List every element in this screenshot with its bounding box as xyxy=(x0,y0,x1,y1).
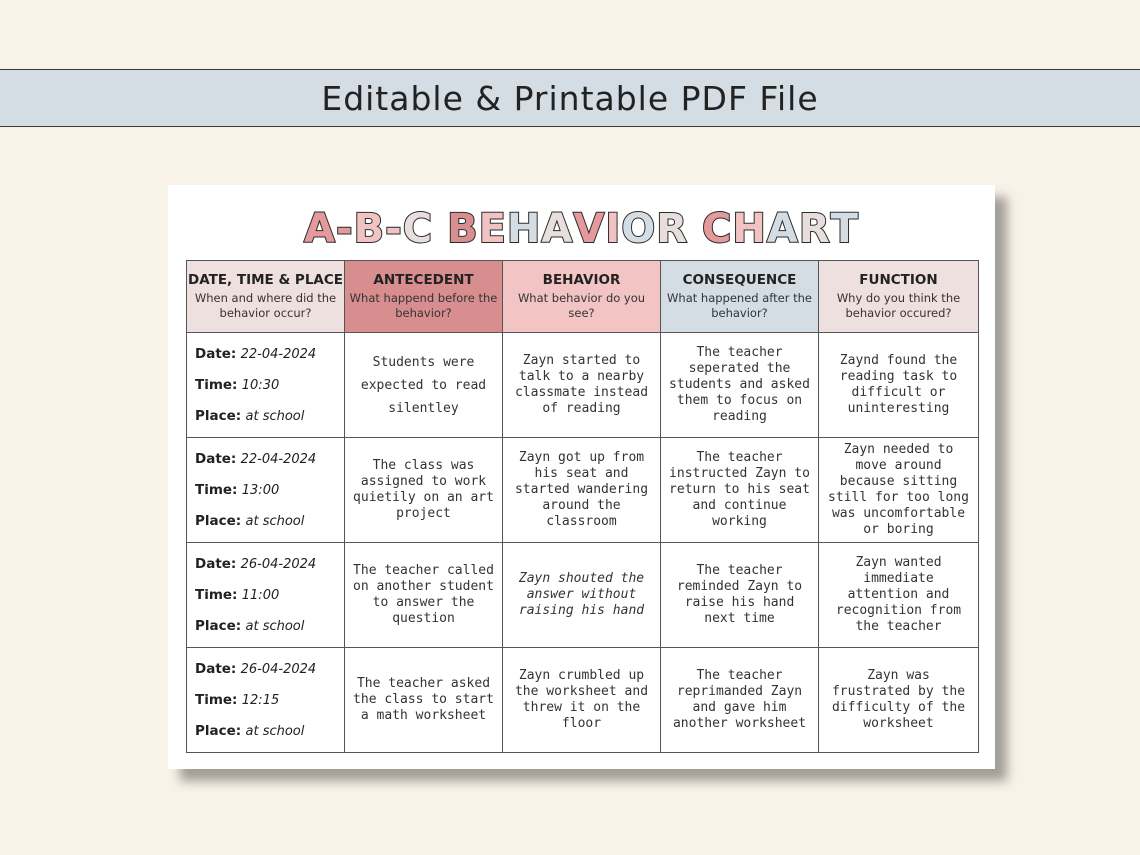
time-label: Time: xyxy=(195,691,238,708)
antecedent-cell xyxy=(345,543,503,648)
consequence-cell xyxy=(661,648,819,753)
antecedent-text: The class was assigned to work quietily on an art project xyxy=(353,458,494,521)
header-title: DATE, TIME & PLACE xyxy=(188,272,343,288)
date-line xyxy=(195,444,344,475)
behavior-text: Zayn started to talk to a nearby classmate instead of reading xyxy=(514,353,649,416)
behavior-text: Zayn shouted the answer without raising his hand xyxy=(518,571,645,618)
behavior-cell xyxy=(503,333,661,438)
antecedent-text: Students were expected to read silentley xyxy=(360,354,487,416)
consequence-text: The teacher reminded Zayn to raise his hand next time xyxy=(676,563,803,626)
antecedent-text: The teacher asked the class to start a math worksheet xyxy=(353,676,494,723)
header-antecedent xyxy=(345,261,503,333)
title-letter: A xyxy=(541,206,574,252)
time-value: 12:15 xyxy=(241,692,280,708)
behavior-text: Zayn got up from his seat and started wandering around the classroom xyxy=(514,450,649,529)
header-title: CONSEQUENCE xyxy=(682,272,797,288)
time-label: Time: xyxy=(195,586,238,603)
time-line xyxy=(195,580,344,611)
table-row xyxy=(187,438,979,543)
header-title: ANTECEDENT xyxy=(373,272,474,288)
date-label: Date: xyxy=(195,555,237,572)
place-line xyxy=(195,506,344,537)
date-label: Date: xyxy=(195,345,237,362)
title-letter: R xyxy=(798,206,831,252)
header-banner xyxy=(0,69,1140,127)
place-value: at school xyxy=(245,618,305,634)
title-letter: C xyxy=(402,206,434,252)
date-time-place-cell xyxy=(187,333,345,438)
function-text: Zayn needed to move around because sitting still for too long was uncomfortable or boring xyxy=(828,442,969,537)
header-subtitle: What behavior do you see? xyxy=(517,291,646,320)
consequence-text: The teacher reprimanded Zayn and gave him another worksheet xyxy=(672,668,807,731)
place-line xyxy=(195,401,344,432)
behavior-cell xyxy=(503,648,661,753)
title-letter: R xyxy=(656,206,689,252)
banner-title: Editable & Printable PDF File xyxy=(321,78,819,118)
header-title: BEHAVIOR xyxy=(542,272,621,288)
header-behavior xyxy=(503,261,661,333)
title-letter: I xyxy=(605,206,622,252)
antecedent-cell xyxy=(345,438,503,543)
header-function xyxy=(819,261,979,333)
date-line xyxy=(195,549,344,580)
date-label: Date: xyxy=(195,450,237,467)
time-line xyxy=(195,685,344,716)
date-time-place-cell xyxy=(187,543,345,648)
time-label: Time: xyxy=(195,481,238,498)
consequence-cell xyxy=(661,438,819,543)
title-letter: O xyxy=(621,206,657,252)
header-consequence xyxy=(661,261,819,333)
title-letter: T xyxy=(830,206,859,252)
header-date-time-place xyxy=(187,261,345,333)
antecedent-cell xyxy=(345,648,503,753)
title-letter xyxy=(433,206,447,252)
title-letter: A xyxy=(304,206,336,252)
title-letter: H xyxy=(732,206,767,252)
date-line xyxy=(195,339,344,370)
time-value: 10:30 xyxy=(241,377,280,393)
place-label: Place: xyxy=(195,617,242,634)
date-time-place-cell xyxy=(187,648,345,753)
title-letter: A xyxy=(766,206,799,252)
time-value: 11:00 xyxy=(241,587,280,603)
title-letter: V xyxy=(573,206,606,252)
table-row xyxy=(187,543,979,648)
date-value: 26-04-2024 xyxy=(240,556,317,572)
title-letter: B xyxy=(447,206,479,252)
consequence-cell xyxy=(661,543,819,648)
date-value: 22-04-2024 xyxy=(240,451,317,467)
time-value: 13:00 xyxy=(241,482,280,498)
function-cell xyxy=(819,648,979,753)
header-subtitle: What happened after the behavior? xyxy=(667,291,812,320)
date-time-place-cell xyxy=(187,438,345,543)
time-label: Time: xyxy=(195,376,238,393)
consequence-text: The teacher instructed Zayn to return to his seat and continue working xyxy=(669,450,810,529)
header-subtitle: When and where did the behavior occur? xyxy=(194,291,337,320)
time-line xyxy=(195,475,344,506)
abc-table xyxy=(186,260,979,753)
antecedent-text: The teacher called on another student to answer the question xyxy=(353,563,494,626)
function-cell xyxy=(819,333,979,438)
place-label: Place: xyxy=(195,722,242,739)
place-value: at school xyxy=(245,513,305,529)
behavior-cell xyxy=(503,438,661,543)
function-text: Zaynd found the reading task to difficult or uninteresting xyxy=(839,353,958,416)
date-line xyxy=(195,654,344,685)
function-text: Zayn wanted immediate attention and recognition from the teacher xyxy=(835,555,962,634)
function-cell xyxy=(819,543,979,648)
function-text: Zayn was frustrated by the difficulty of the worksheet xyxy=(831,668,966,731)
table-row xyxy=(187,648,979,753)
function-cell xyxy=(819,438,979,543)
date-value: 26-04-2024 xyxy=(240,661,317,677)
time-line xyxy=(195,370,344,401)
place-line xyxy=(195,611,344,642)
table-row xyxy=(187,333,979,438)
title-letter xyxy=(688,206,702,252)
header-title: FUNCTION xyxy=(859,272,938,288)
title-letter: B xyxy=(353,206,386,252)
header-subtitle: Why do you think the behavior occured? xyxy=(836,291,961,320)
title-letter: C xyxy=(702,206,733,252)
chart-title xyxy=(168,202,995,256)
header-subtitle: What happend before the behavior? xyxy=(349,291,498,320)
place-label: Place: xyxy=(195,407,242,424)
place-line xyxy=(195,716,344,747)
date-value: 22-04-2024 xyxy=(240,346,317,362)
title-letter: E xyxy=(478,206,507,252)
table-header-row xyxy=(187,261,979,333)
title-letter: - xyxy=(336,206,354,252)
place-value: at school xyxy=(245,723,305,739)
title-letter: - xyxy=(385,206,403,252)
title-letter: H xyxy=(506,206,542,252)
place-value: at school xyxy=(245,408,305,424)
behavior-text: Zayn crumbled up the worksheet and threw it on the floor xyxy=(514,668,649,731)
date-label: Date: xyxy=(195,660,237,677)
behavior-cell xyxy=(503,543,661,648)
place-label: Place: xyxy=(195,512,242,529)
consequence-cell xyxy=(661,333,819,438)
consequence-text: The teacher seperated the students and asked them to focus on reading xyxy=(669,345,810,424)
antecedent-cell xyxy=(345,333,503,438)
